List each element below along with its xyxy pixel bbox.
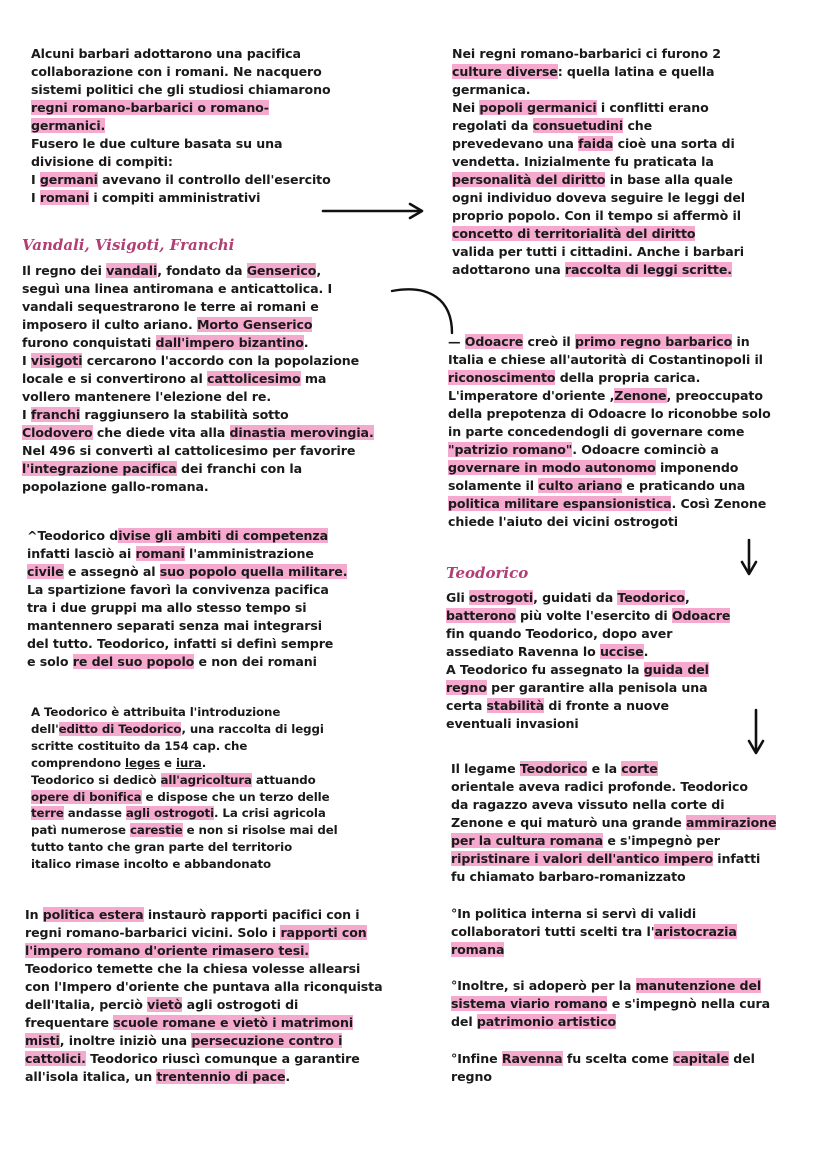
highlighted-text: trentennio di pace [156,1069,286,1084]
text-span: e solo [27,654,73,669]
highlighted-text: per la cultura romana [451,833,604,848]
text-span: certa [446,698,487,713]
text-span: l'amministrazione [184,546,314,561]
text-span: più volte l'esercito di [515,608,672,623]
highlighted-text: dinastia merovingia. [229,425,374,440]
text-span: cercarono l'accordo con la popolazione [82,353,360,368]
text-span: Nei regni romano-barbarici ci furono 2 [452,46,721,61]
highlighted-text: politica estera [42,907,144,922]
text-span: regolati da [452,118,533,133]
text-span: A Teodorico fu assegnato la [446,662,644,677]
highlighted-text: ammirazione [686,815,777,830]
text-span: °Infine [451,1051,502,1066]
text-span: , una raccolta di leggi [181,721,324,736]
text-span: La spartizione favorì la convivenza pacifica [27,582,329,597]
text-span: seguì una linea antiromana e anticattolica. I [22,281,333,296]
text-span: e s'impegnò per [603,833,720,848]
highlighted-text: patrimonio artistico [476,1014,617,1029]
highlighted-text: misti [25,1033,60,1048]
highlighted-text: riconoscimento [448,370,556,385]
highlighted-text: regno [446,680,487,695]
text-span: del tutto. Teodorico, infatti si definì sempre [27,636,334,651]
text-span: Fusero le due culture basata su una [31,136,283,151]
highlighted-text: germani [39,172,98,187]
text-span: imposero il culto ariano. [22,317,197,332]
highlighted-text: romana [451,942,505,957]
highlighted-text: Ravenna [501,1051,563,1066]
text-span: , [684,590,690,605]
text-span: solamente il [448,478,539,493]
text-span: Teodorico temette che la chiesa volesse allearsi [25,961,361,976]
text-span: Zenone e qui maturò una grande [451,815,686,830]
highlighted-text: dall'impero bizantino [155,335,304,350]
text-span: della prepotenza di Odoacre lo riconobbe solo [448,406,771,421]
text-span: collaborazione con i romani. Ne nacquero [31,64,322,79]
highlighted-text: re del suo popolo [72,654,195,669]
text-span: agli ostrogoti di [182,997,299,1012]
text-span: in parte concedendogli di governare come [448,424,745,439]
underlined-text: iura [175,755,202,770]
arrow-down-icon [749,710,763,753]
highlighted-text: persecuzione contro i [191,1033,343,1048]
text-span: , inoltre iniziò una [59,1033,192,1048]
text-span: Teodorico si dedicò [31,772,161,787]
highlighted-text: politica militare espansionistica [448,496,672,511]
highlighted-text: l'impero romano d'oriente rimasero tesi. [25,943,309,958]
text-span: Il legame [451,761,520,776]
heading-vandali-visigoti-franchi: Vandali, Visigoti, Franchi [22,236,235,254]
text-span: — [448,334,465,349]
highlighted-text: visigoti [30,353,83,368]
highlighted-text: batterono [446,608,516,623]
text-span: fu scelta come [562,1051,674,1066]
text-span: patì numerose [31,823,130,838]
text-span: con l'Impero d'oriente che puntava alla riconquista [25,979,383,994]
text-span: Italia e chiese all'autorità di Costantinopoli il [448,352,763,367]
text-span: locale e si convertirono al [22,371,207,386]
text-span: attuando [251,772,316,787]
highlighted-text: ostrogoti [468,590,534,605]
text-span: Nel 496 si convertì al cattolicesimo per favorire [22,443,356,458]
text-span: andasse [63,806,126,821]
text-span: infatti lasciò ai [27,546,136,561]
highlighted-text: Genserico [246,263,317,278]
highlighted-text: governare in modo autonomo [448,460,656,475]
text-span: assediato Ravenna lo [446,644,600,659]
text-span: imponendo [655,460,739,475]
highlighted-text: faida [578,136,614,151]
highlighted-text: carestie [129,823,183,838]
text-span: che diede vita alla [92,425,230,440]
text-span: eventuali invasioni [446,716,579,731]
text-span: Nei [452,100,480,115]
highlighted-text: concetto di territorialità del diritto [452,226,696,241]
text-span: dell'Italia, perciò [25,997,148,1012]
highlighted-text: l'integrazione pacifica [22,461,177,476]
highlighted-text: primo regno barbarico [574,334,733,349]
text-span: A Teodorico è attribuita l'introduzione [31,705,281,719]
highlighted-text: Clodovero [22,425,93,440]
highlighted-text: franchi [30,407,81,422]
highlighted-text: Morto Genserico [196,317,313,332]
highlighted-text: Odoacre [464,334,524,349]
highlighted-text: culture diverse [452,64,558,79]
text-span: proprio popolo. Con il tempo si affermò il [452,208,741,223]
text-span: e dispose che un terzo delle [141,789,330,804]
highlighted-text: popoli germanici [479,100,597,115]
underlined-text: leges [125,755,161,770]
highlighted-text: editto di Teodorico [58,721,182,736]
text-span: regno [451,1069,492,1084]
highlighted-text: suo popolo quella militare. [159,564,348,579]
text-span: della propria carica. [555,370,701,385]
text-span: . Così Zenone [671,496,767,511]
text-span: furono conquistati [22,335,156,350]
highlighted-text: sistema viario romano [451,996,608,1011]
highlighted-text: capitale [673,1051,729,1066]
text-span: del [451,1014,477,1029]
text-span: : quella latina e quella [557,64,715,79]
text-span: vollero mantenere l'elezione del re. [22,389,272,404]
highlighted-text: cattolici. [25,1051,86,1066]
text-span: dei franchi con la [176,461,302,476]
highlighted-text: ivise gli ambiti di competenza [118,528,329,543]
text-span: In [25,907,43,922]
highlighted-text: regni romano-barbarici o romano- [31,100,269,115]
text-span: Teodorico riuscì comunque a garantire [85,1051,360,1066]
text-span: Alcuni barbari adottarono una pacifica [31,46,301,61]
curve-connector [392,289,452,333]
text-span: , [316,263,322,278]
text-span: i compiti amministrativi [89,190,261,205]
text-span: orientale aveva radici profonde. Teodorico [451,779,748,794]
text-span: Il regno dei [22,263,107,278]
highlighted-text: romani [39,190,90,205]
text-span: , fondato da [157,263,247,278]
text-span: infatti [713,851,761,866]
text-span: tra i due gruppi ma allo stesso tempo si [27,600,307,615]
text-span: e [160,755,176,770]
text-span: Gli [446,590,469,605]
text-span: che [623,118,653,133]
highlighted-text: rapporti con [280,925,367,940]
text-span: e non dei romani [194,654,317,669]
text-span: vendetta. Inizialmente fu praticata la [452,154,714,169]
text-span: vandali sequestrarono le terre ai romani e [22,299,319,314]
text-span: instaurò rapporti pacifici con i [143,907,360,922]
highlighted-text: civile [27,564,64,579]
highlighted-text: guida del [643,662,709,677]
text-span: popolazione gallo-romana. [22,479,209,494]
text-span: da ragazzo aveva vissuto nella corte di [451,797,725,812]
highlighted-text: terre [31,806,64,821]
text-span: tutto tanto che gran parte del territorio [31,840,293,855]
highlighted-text: personalità del diritto [452,172,606,187]
text-span: . Odoacre cominciò a [572,442,719,457]
text-span: del [728,1051,755,1066]
highlighted-text: manutenzione del [635,978,762,993]
text-span: I [31,172,40,187]
heading-teodorico: Teodorico [446,564,529,582]
text-span: collaboratori tutti scelti tra l' [451,924,655,939]
text-span: , preoccupato [666,388,763,403]
text-span: ma [300,371,327,386]
text-span: e praticando una [622,478,746,493]
text-span: chiede l'aiuto dei vicini ostrogoti [448,514,679,529]
highlighted-text: ripristinare i valori dell'antico impero [451,851,714,866]
text-span: divisione di compiti: [31,154,173,169]
text-span: in base alla quale [605,172,733,187]
text-span: e assegnò al [63,564,160,579]
text-span: . La crisi agricola [214,806,326,821]
text-span: dell' [31,721,59,736]
text-span: avevano il controllo dell'esercito [97,172,331,187]
text-span: ^Teodorico d [27,528,119,543]
highlighted-text: opere di bonifica [31,789,142,804]
highlighted-text: corte [621,761,658,776]
highlighted-text: culto ariano [538,478,623,493]
text-span: I [22,353,31,368]
text-span: mantennero separati senza mai integrarsi [27,618,322,633]
text-span: , guidati da [533,590,618,605]
highlighted-text: germanici. [31,118,106,133]
highlighted-text: raccolta di leggi scritte. [564,262,732,277]
text-span: prevedevano una [452,136,578,151]
highlighted-text: consuetudini [532,118,624,133]
highlighted-text: stabilità [486,698,545,713]
text-span: . [285,1069,291,1084]
arrow-down-icon [742,540,756,574]
text-span: all'isola italica, un [25,1069,157,1084]
text-span: fin quando Teodorico, dopo aver [446,626,673,641]
highlighted-text: "patrizio romano" [448,442,573,457]
text-span: I [31,190,40,205]
highlighted-text: all'agricoltura [160,772,252,787]
text-span: . [643,644,649,659]
highlighted-text: Odoacre [671,608,731,623]
text-span: raggiunsero la stabilità sotto [80,407,289,422]
text-span: adottarono una [452,262,565,277]
text-span: sistemi politici che gli studiosi chiamarono [31,82,331,97]
text-span: e s'impegnò nella cura [607,996,771,1011]
highlighted-text: vandali [106,263,158,278]
text-span: cioè una sorta di [613,136,735,151]
highlighted-text: Teodorico [617,590,685,605]
text-span: °In politica interna si servì di validi [451,906,697,921]
text-span: I [22,407,31,422]
text-span: creò il [523,334,575,349]
highlighted-text: aristocrazia [654,924,737,939]
highlighted-text: Zenone [614,388,667,403]
text-span: . [303,335,309,350]
text-span: comprendono [31,755,126,770]
text-span: in [732,334,750,349]
text-span: regni romano-barbarici vicini. Solo i [25,925,281,940]
highlighted-text: romani [135,546,185,561]
text-span: L'imperatore d'oriente , [448,388,615,403]
text-span: frequentare [25,1015,114,1030]
text-span: germanica. [452,82,531,97]
text-span: fu chiamato barbaro-romanizzato [451,869,686,884]
text-span: . [201,755,207,770]
text-span: scritte costituito da 154 cap. che [31,738,248,753]
text-span: e non si risolse mai del [182,823,338,838]
text-span: valida per tutti i cittadini. Anche i barbari [452,244,744,259]
text-span: e la [587,761,622,776]
text-span: per garantire alla penisola una [486,680,708,695]
text-span: °Inoltre, si adoperò per la [451,978,636,993]
text-span: i conflitti erano [596,100,709,115]
highlighted-text: scuole romane e vietò i matrimoni [113,1015,354,1030]
text-span: di fronte a nuove [544,698,669,713]
highlighted-text: uccise [599,644,644,659]
highlighted-text: agli ostrogoti [125,806,215,821]
highlighted-text: vietò [147,997,183,1012]
text-span: ogni individuo doveva seguire le leggi del [452,190,745,205]
highlighted-text: Teodorico [519,761,588,776]
arrow-right-icon [323,204,422,218]
text-span: italico rimase incolto e abbandonato [31,857,271,872]
highlighted-text: cattolicesimo [206,371,301,386]
